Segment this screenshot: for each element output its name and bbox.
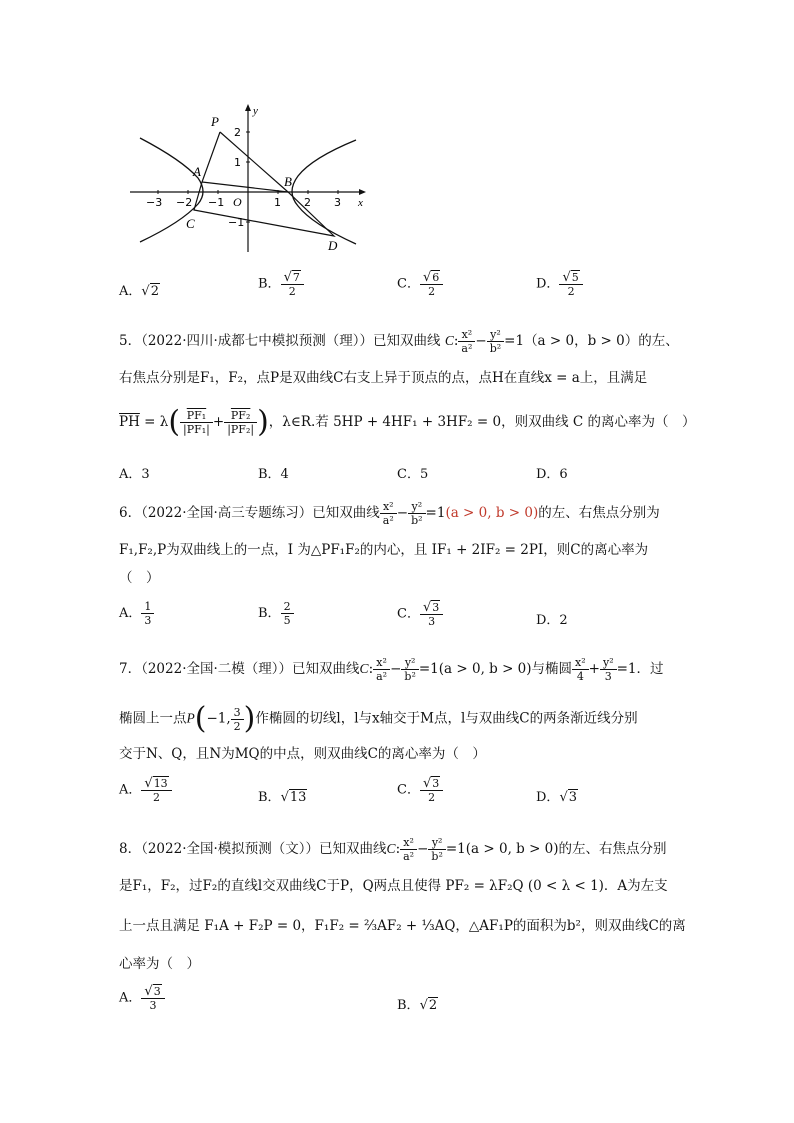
label-P: P [211,114,219,129]
tick-x-neg2: −2 [176,196,193,209]
tick-x-1: 1 [274,196,281,209]
q6-line2: F₁,F₂,P为双曲线上的一点，I 为△PF₁F₂的内心，且 IF₁ + 2IF₂ = 2PI，则C的离心率为 [119,542,649,558]
q8-option-a[interactable]: A． $\frac{√3}{3}$ [119,984,165,1012]
label-x: x [358,197,363,209]
q4-option-a[interactable]: A．√2 [119,284,159,299]
q7-option-d[interactable]: D．√3 [536,790,578,805]
q6-option-c[interactable]: C． $\frac{√3}{3}$ [397,600,443,628]
q6-option-a[interactable]: A． $\frac{1}{3}$ [119,600,154,627]
q4-option-b[interactable]: B． $\frac{√7}{2}$ [258,270,304,298]
q5-option-c[interactable]: C．5 [397,467,429,482]
q5-line3: $\overline{PH} = \lambda$( $\frac{\text{PF₁}}{\text{|PF₁|}}$ + $\frac{\text{PF₂}}{\text{|PF₂|}}$ )，λ∈R.若 5HP + 4HF₁ + 3HF₂ = 0，则双曲线 C 的离心率为（ ） [119,404,696,440]
q5-line1: 5．（2022·四川·成都七中模拟预测（理））已知双曲线 C: $\frac{\text{x²}}{\text{a²}}$ − $\frac{\text{y²}}{\text{b²}}$ =1（a > 0，b > 0）的左、 [119,328,679,355]
q5-option-b[interactable]: B．4 [258,467,289,482]
label-B: B [284,174,292,189]
q5-option-d[interactable]: D．6 [536,467,568,482]
q8-line1: 8．（2022·全国·模拟预测（文））已知双曲线C: $\frac{\text{x²}}{\text{a²}}$ − $\frac{\text{y²}}{\text{b²}}$ =1(a > 0, b > 0)的左、右焦点分别 [119,836,667,863]
q7-line2: 椭圆上一点P(−1, $\frac{3}{2}$ )作椭圆的切线l，l与x轴交于M点，l与双曲线C的两条渐近线分别 [119,701,638,736]
tick-y-neg1: −1 [228,216,245,229]
label-origin: O [233,195,242,209]
q7-option-c[interactable]: C． $\frac{√3}{2}$ [397,776,443,804]
tick-x-neg1: −1 [208,196,225,209]
q8-line4: 心率为（ ） [119,956,200,972]
q7-option-a[interactable]: A． $\frac{√13}{2}$ [119,776,172,804]
q4-option-d[interactable]: D． $\frac{√5}{2}$ [536,270,583,298]
q7-line3: 交于N、Q，且N为MQ的中点，则双曲线C的离心率为（ ） [119,746,486,762]
tick-x-3: 3 [334,196,341,209]
label-D: D [328,238,338,253]
q4-option-c[interactable]: C． $\frac{√6}{2}$ [397,270,443,298]
label-A: A [193,164,201,179]
q5-line2: 右焦点分别是F₁，F₂，点P是双曲线C右支上异于顶点的点，点H在直线x = a上，且满足 [119,370,648,386]
tick-y-1: 1 [234,156,241,169]
tick-y-2: 2 [234,126,241,139]
q5-option-a[interactable]: A．3 [119,467,150,482]
tick-x-2: 2 [304,196,311,209]
tick-x-neg3: −3 [146,196,163,209]
q8-line2: 是F₁，F₂，过F₂的直线l交双曲线C于P，Q两点且使得 PF₂ = λF₂Q (0 < λ < 1)．A为左支 [119,878,668,894]
q6-line1: 6．（2022·全国·高三专题练习）已知双曲线 $\frac{\text{x²}}{\text{a²}}$ − $\frac{\text{y²}}{\text{b²}}$ =1(a > 0, b > 0)的左、右焦点分别为 [119,500,660,527]
q6-option-d[interactable]: D．2 [536,613,568,628]
q7-line1: 7．（2022·全国·二模（理））已知双曲线C: $\frac{\text{x²}}{\text{a²}}$ − $\frac{\text{y²}}{\text{b²}}$ =1(a > 0, b > 0)与椭圆 $\frac{\text{x²}}{4}$ + $\frac{\text{y²}}{3}$ =1．过 [119,656,664,683]
q8-option-b[interactable]: B．√2 [397,998,438,1013]
q6-line3: （ ） [119,570,160,586]
label-C: C [186,216,195,231]
label-y: y [253,105,258,117]
q8-line3: 上一点且满足 F₁A + F₂P = 0，F₁F₂ = ⅔AF₂ + ⅓AQ，△AF₁P的面积为b²，则双曲线C的离 [119,918,686,934]
hyperbola-figure [122,100,372,260]
q6-option-b[interactable]: B． $\frac{2}{5}$ [258,600,294,627]
q7-option-b[interactable]: B．√13 [258,790,307,805]
